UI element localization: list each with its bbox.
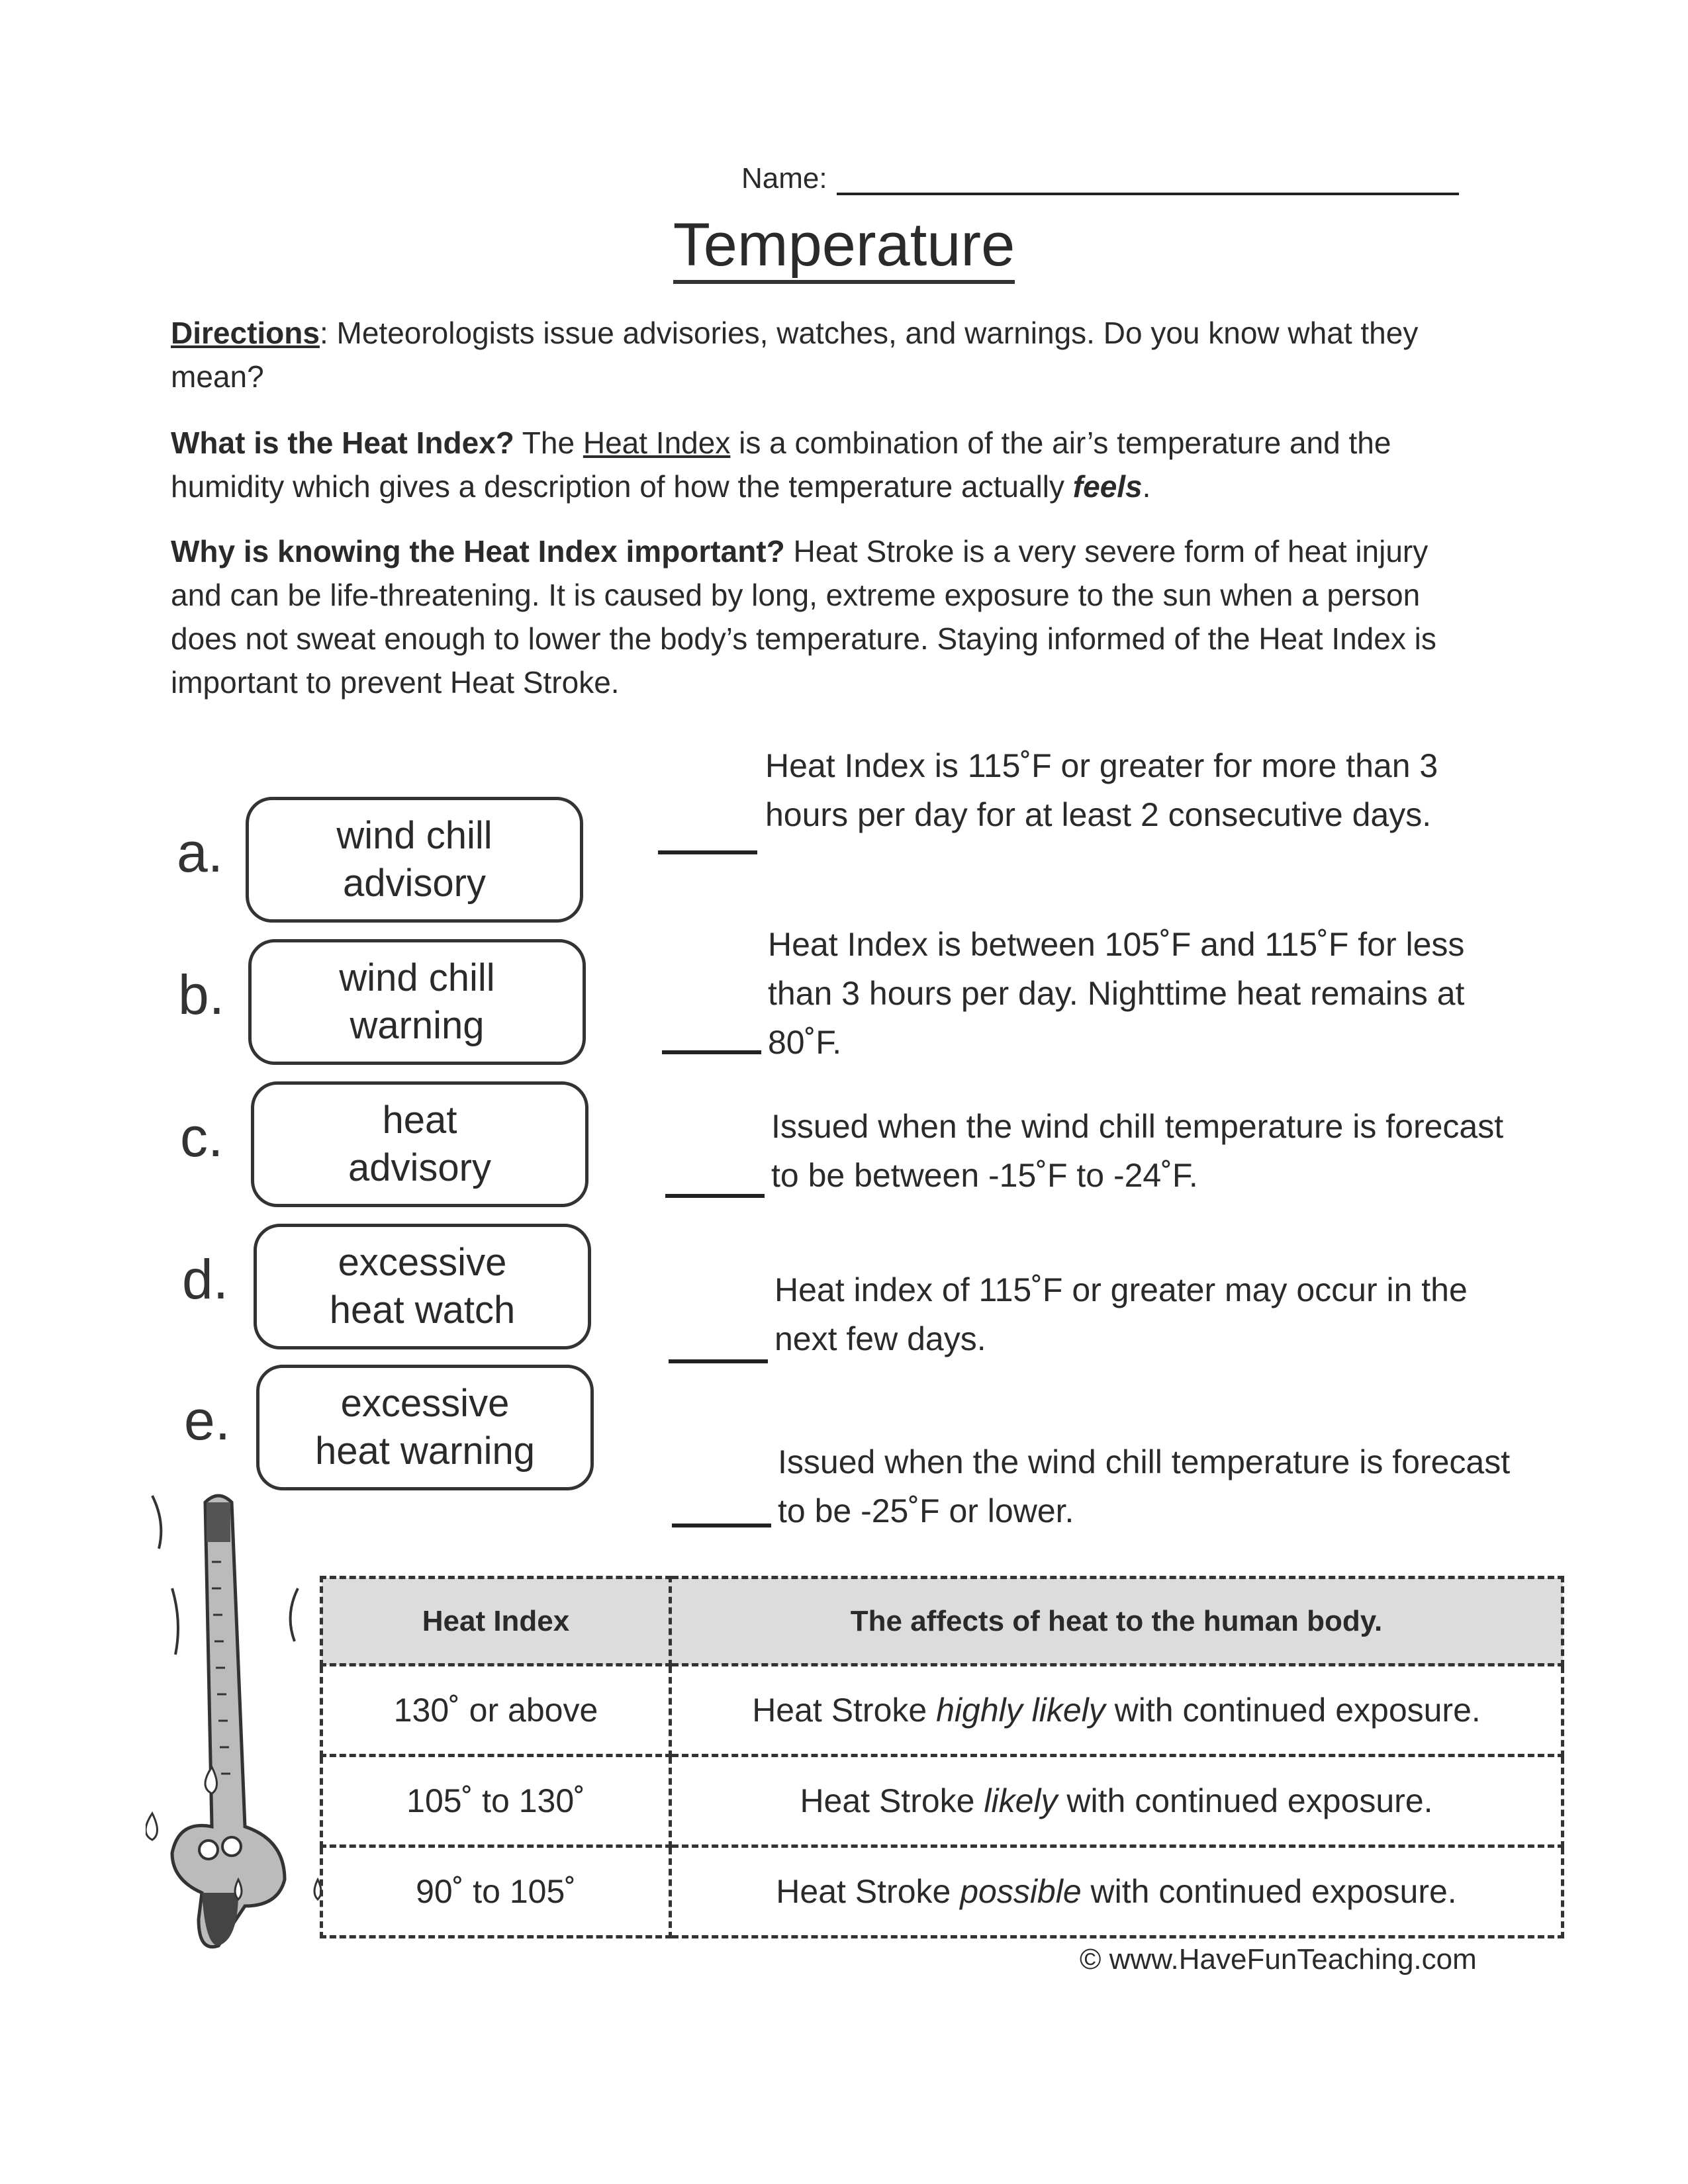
table-row — [322, 1846, 1563, 1937]
column-header: The affects of heat to the human body. — [671, 1578, 1563, 1665]
heat-effect: Heat Stroke likely with continued exposure. — [671, 1756, 1563, 1846]
term-letter: e. — [184, 1389, 231, 1451]
copyright-footer: © www.HaveFunTeaching.com — [1080, 1943, 1477, 1976]
answer-blank[interactable] — [669, 1359, 768, 1363]
term-box: excessive heat warning — [256, 1365, 594, 1490]
answer-blank[interactable] — [658, 850, 757, 854]
term-letter: c. — [180, 1106, 224, 1168]
term-box: heat advisory — [251, 1081, 588, 1207]
term-box: wind chill advisory — [246, 797, 583, 923]
term-box: excessive heat watch — [254, 1224, 591, 1349]
name-label: Name: — [741, 162, 827, 195]
answer-blank[interactable] — [672, 1524, 771, 1527]
name-field — [741, 162, 1459, 195]
heat-index-range: 130˚ or above — [322, 1665, 671, 1756]
heat-effect: Heat Stroke possible with continued exposure. — [671, 1846, 1563, 1937]
term-letter: a. — [177, 821, 224, 884]
column-header: Heat Index — [322, 1578, 671, 1665]
heat-index-range: 90˚ to 105˚ — [322, 1846, 671, 1937]
heat-index-definition: What is the Heat Index? The Heat Index is a combination of the air’s temperature and the humidity which gives a description of how the temperature actually feels. — [171, 426, 1391, 504]
definition: Issued when the wind chill temperature is forecast to be between -15˚F to -24˚F. — [771, 1108, 1504, 1194]
table-row — [322, 1665, 1563, 1756]
term-letter: d. — [182, 1248, 229, 1310]
term-box: wind chill warning — [248, 939, 586, 1065]
definition: Heat Index is 115˚F or greater for more than 3 hours per day for at least 2 consecutive days. — [765, 747, 1438, 833]
definition: Issued when the wind chill temperature is forecast to be -25˚F or lower. — [778, 1443, 1511, 1529]
definition: Heat Index is between 105˚F and 115˚F for less than 3 hours per day. Nighttime heat remains at 80˚F. — [768, 926, 1465, 1061]
name-blank-line[interactable] — [837, 166, 1459, 195]
table-header-row — [322, 1578, 1563, 1665]
answer-blank[interactable] — [662, 1050, 761, 1054]
definition: Heat index of 115˚F or greater may occur in the next few days. — [774, 1271, 1468, 1357]
term-letter: b. — [178, 964, 225, 1026]
heat-index-importance: Why is knowing the Heat Index important? Heat Stroke is a very severe form of heat injury and can be life-threatening. It is caused by long, extreme exposure to the sun when a person does not sweat enough to lower the body’s temperature. Staying informed of the Heat Index is important to prevent Heat Stroke. — [171, 534, 1436, 700]
heat-effect: Heat Stroke highly likely with continued exposure. — [671, 1665, 1563, 1756]
answer-blank[interactable] — [665, 1194, 765, 1198]
directions: Directions: Meteorologists issue advisories, watches, and warnings. Do you know what they mean? — [171, 316, 1419, 394]
heat-index-table — [320, 1576, 1564, 1938]
page-title: Temperature — [0, 210, 1688, 280]
table-row — [322, 1756, 1563, 1846]
heat-index-range: 105˚ to 130˚ — [322, 1756, 671, 1846]
